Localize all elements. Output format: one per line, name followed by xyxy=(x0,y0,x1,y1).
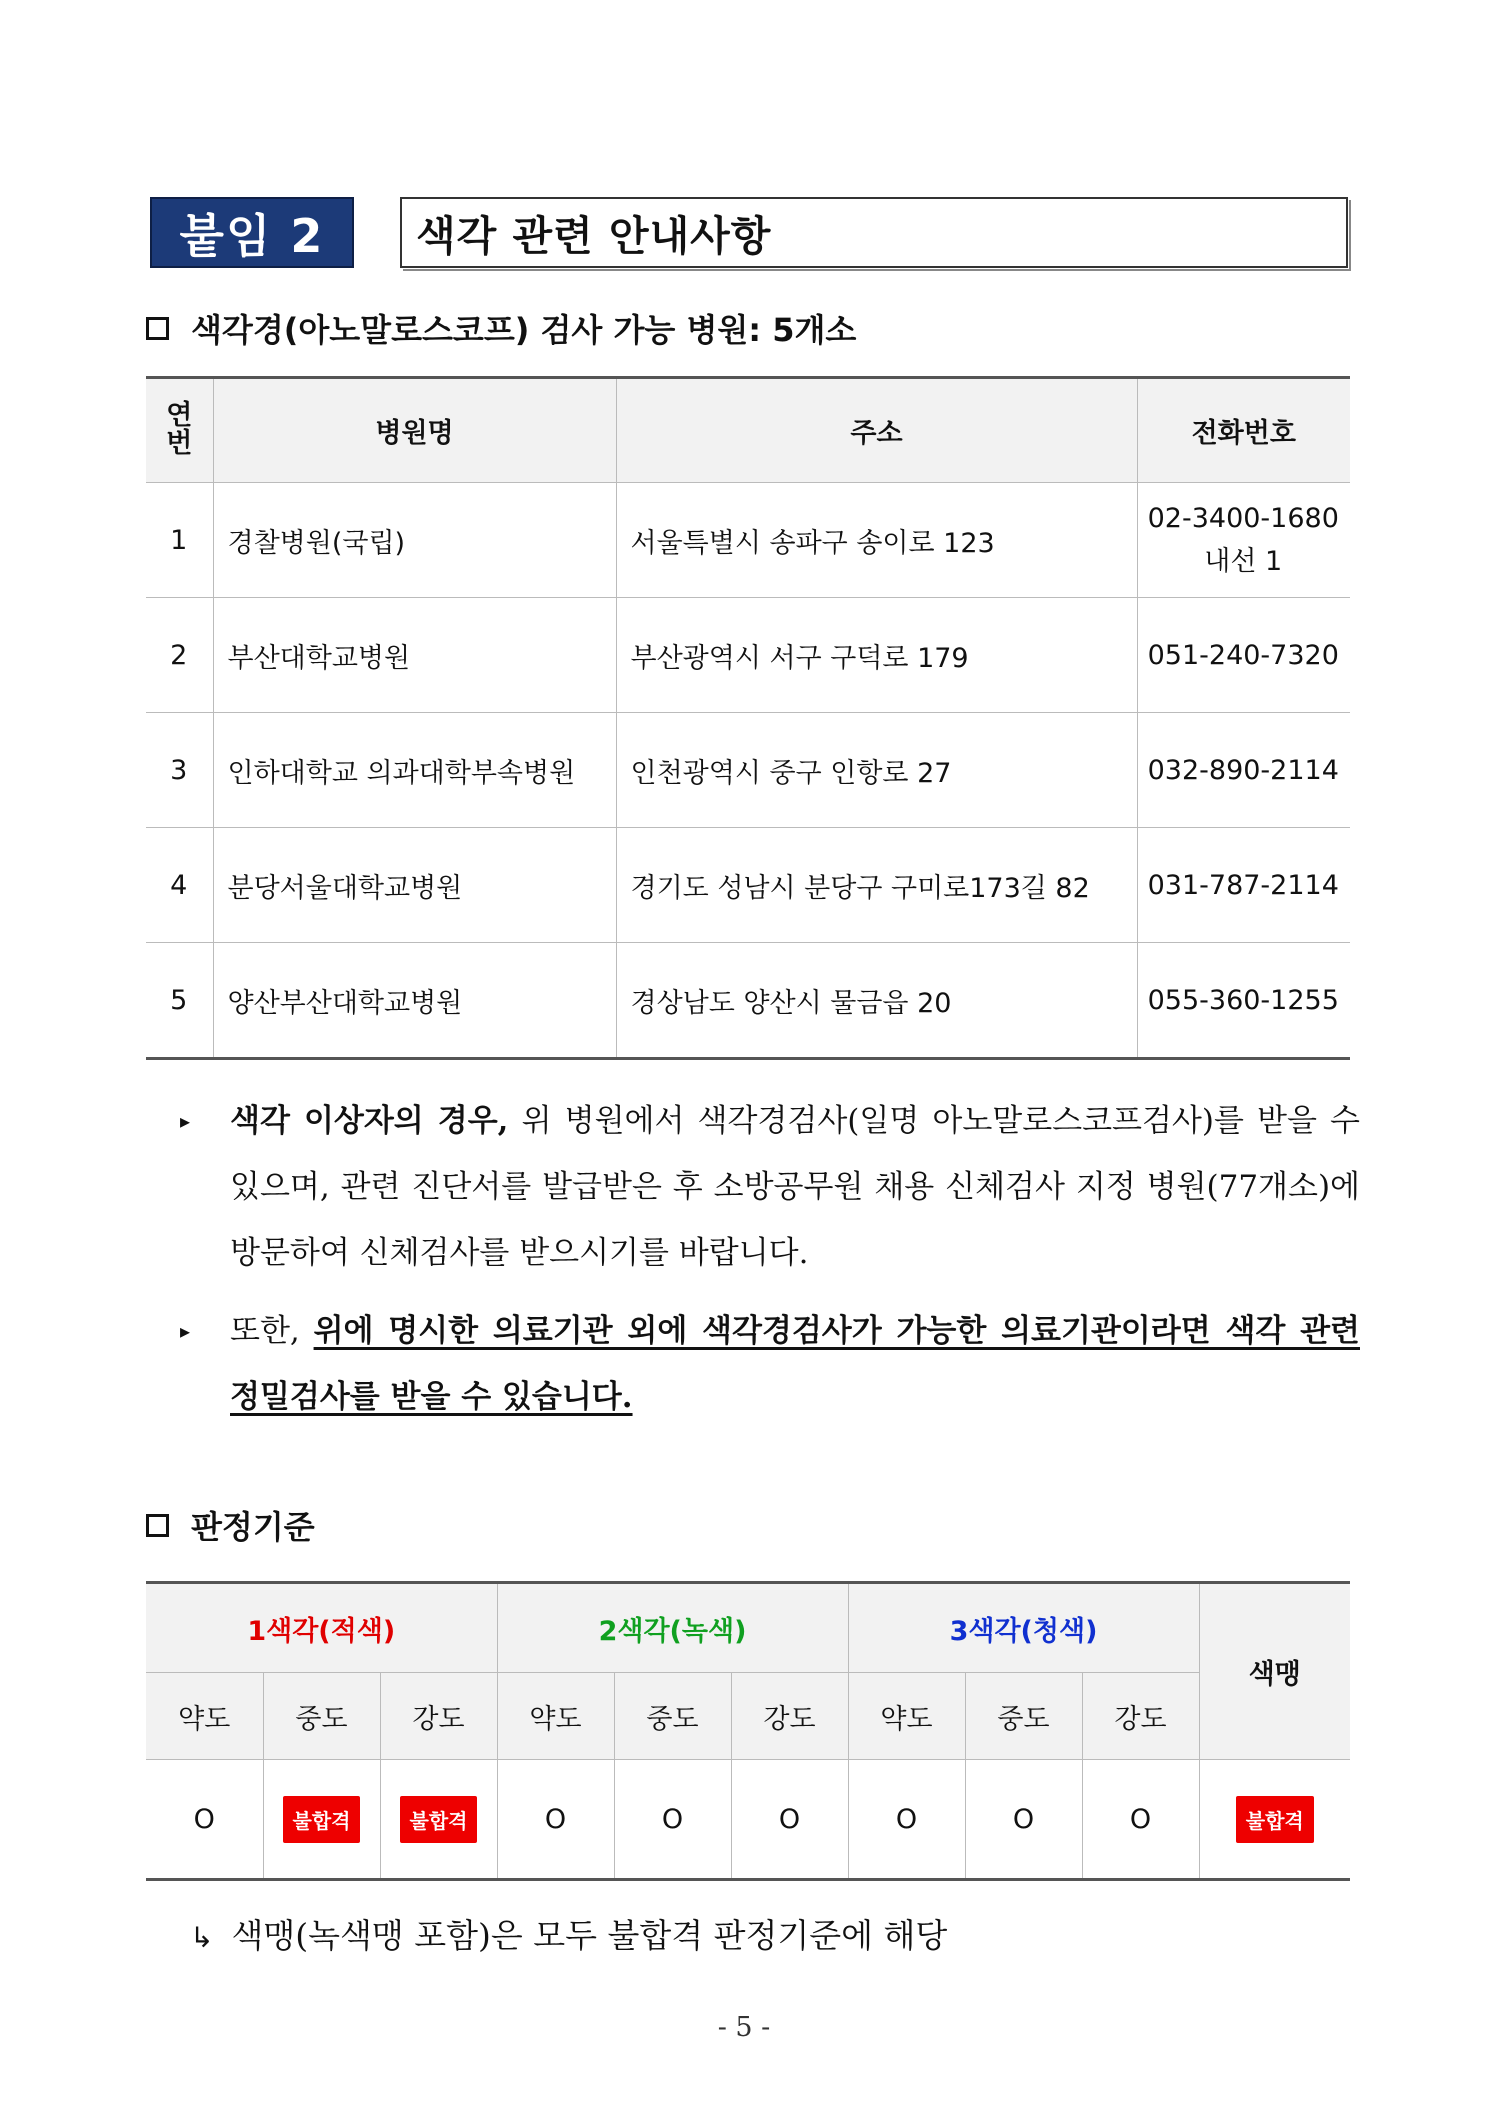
result-pass: O xyxy=(731,1760,848,1880)
fail-badge: 불합격 xyxy=(1236,1796,1314,1843)
fail-badge: 불합격 xyxy=(400,1796,478,1843)
row-number: 5 xyxy=(146,943,213,1059)
attachment-badge: 붙임 2 xyxy=(150,197,354,268)
bullet-underlined-text: 위에 명시한 의료기관 외에 색각경검사가 가능한 의료기관이라면 색각 관련 정밀검사를 받을 수 있습니다. xyxy=(230,1313,1360,1415)
result-pass: O xyxy=(193,1803,215,1835)
hospital-name: 분당서울대학교병원 xyxy=(213,828,616,943)
note-text: 색맹(녹색맹 포함)은 모두 불합격 판정기준에 해당 xyxy=(231,1916,948,1955)
table-row xyxy=(146,943,1350,1059)
level-header: 강도 xyxy=(380,1673,497,1760)
level-header: 약도 xyxy=(497,1673,614,1760)
hospital-table xyxy=(146,376,1350,1060)
section-heading-criteria xyxy=(146,1502,315,1548)
table-row xyxy=(146,713,1350,828)
criteria-table xyxy=(146,1581,1350,1881)
table-row xyxy=(146,828,1350,943)
row-number: 2 xyxy=(146,598,213,713)
return-arrow-icon: ↳ xyxy=(190,1921,214,1954)
hospital-phone: 02-3400-1680 내선 1 xyxy=(1137,483,1350,598)
section-title: 색각경(아노말로스코프) 검사 가능 병원: 5개소 xyxy=(191,311,857,349)
result-cell xyxy=(380,1760,497,1880)
hospital-phone: 031-787-2114 xyxy=(1137,828,1350,943)
bullet-triangle-icon: ▸ xyxy=(180,1319,191,1343)
hospital-name: 부산대학교병원 xyxy=(213,598,616,713)
criteria-note xyxy=(190,1910,947,1957)
row-number: 4 xyxy=(146,828,213,943)
group-deutan: 2색각(녹색) xyxy=(497,1583,848,1673)
group-protan: 1색각(적색) xyxy=(146,1583,497,1673)
col-header-address: 주소 xyxy=(616,378,1137,483)
criteria-result-row xyxy=(146,1760,1350,1880)
col-header-hospital: 병원명 xyxy=(213,378,616,483)
criteria-group-row xyxy=(146,1583,1350,1673)
checkbox-square-icon xyxy=(146,317,169,340)
level-header: 중도 xyxy=(263,1673,380,1760)
bullet-triangle-icon: ▸ xyxy=(180,1109,191,1133)
table-row xyxy=(146,598,1350,713)
hospital-address: 경기도 성남시 분당구 구미로173길 82 xyxy=(616,828,1137,943)
result-pass: O xyxy=(1082,1760,1199,1880)
level-header: 강도 xyxy=(731,1673,848,1760)
table-header-row xyxy=(146,378,1350,483)
group-tritan: 3색각(청색) xyxy=(848,1583,1199,1673)
bullet-paragraph-2 xyxy=(180,1298,1360,1430)
page-title: 색각 관련 안내사항 xyxy=(400,197,1348,268)
level-header: 약도 xyxy=(146,1673,263,1760)
hospital-name: 경찰병원(국립) xyxy=(213,483,616,598)
result-cell xyxy=(1199,1760,1350,1880)
hospital-phone: 051-240-7320 xyxy=(1137,598,1350,713)
hospital-address: 경상남도 양산시 물금읍 20 xyxy=(616,943,1137,1059)
level-header: 약도 xyxy=(848,1673,965,1760)
col-header-phone: 전화번호 xyxy=(1137,378,1350,483)
result-pass: O xyxy=(965,1760,1082,1880)
hospital-phone: 055-360-1255 xyxy=(1137,943,1350,1059)
col-header-number: 연번 xyxy=(146,378,213,483)
bullet-text: 위 병원에서 색각경검사(일명 아노말로스코프검사)를 받을 수 있으며, 관련 진단서를 발급받은 후 소방공무원 채용 신체검사 지정 병원(77개소)에 방문하여 신체검사를 받으시기를 바랍니다. xyxy=(230,1103,1360,1271)
section-heading-hospitals xyxy=(146,305,856,351)
level-header: 강도 xyxy=(1082,1673,1199,1760)
result-pass: O xyxy=(848,1760,965,1880)
result-pass: O xyxy=(614,1760,731,1880)
result-cell xyxy=(263,1760,380,1880)
bullet-bold-lead: 색각 이상자의 경우, xyxy=(230,1103,509,1139)
page-number: - 5 - xyxy=(717,2012,771,2043)
criteria-level-row xyxy=(146,1673,1350,1760)
fail-badge: 불합격 xyxy=(283,1796,361,1843)
row-number: 3 xyxy=(146,713,213,828)
group-color-blindness: 색맹 xyxy=(1199,1583,1350,1760)
hospital-name: 인하대학교 의과대학부속병원 xyxy=(213,713,616,828)
level-header: 중도 xyxy=(614,1673,731,1760)
hospital-address: 인천광역시 중구 인항로 27 xyxy=(616,713,1137,828)
row-number: 1 xyxy=(146,483,213,598)
result-pass: O xyxy=(497,1760,614,1880)
level-header: 중도 xyxy=(965,1673,1082,1760)
hospital-name: 양산부산대학교병원 xyxy=(213,943,616,1059)
hospital-address: 부산광역시 서구 구덕로 179 xyxy=(616,598,1137,713)
bullet-plain-lead: 또한, xyxy=(230,1313,314,1349)
bullet-paragraph-1 xyxy=(180,1088,1360,1286)
hospital-phone: 032-890-2114 xyxy=(1137,713,1350,828)
checkbox-square-icon xyxy=(146,1514,169,1537)
table-row xyxy=(146,483,1350,598)
section-title: 판정기준 xyxy=(191,1508,315,1546)
hospital-address: 서울특별시 송파구 송이로 123 xyxy=(616,483,1137,598)
